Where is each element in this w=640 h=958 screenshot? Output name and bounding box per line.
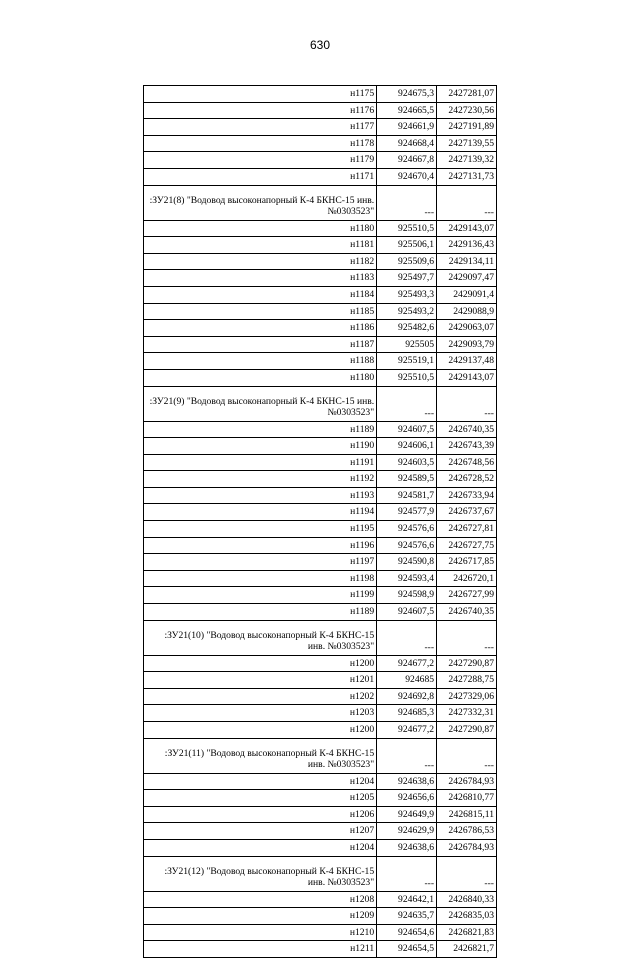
section-title: [144, 386, 377, 421]
point-name: н1180: [144, 369, 377, 386]
table-row: [144, 237, 497, 254]
coordinate-y: ---: [437, 620, 497, 655]
coordinate-y: 2429143,07: [437, 220, 497, 237]
section-row: [144, 856, 497, 891]
table-row: [144, 891, 497, 908]
point-name: н1207: [144, 823, 377, 840]
coordinate-x: 924656,6: [377, 790, 437, 807]
coordinate-y: 2429088,9: [437, 303, 497, 320]
table-row: [144, 438, 497, 455]
point-name: н1179: [144, 152, 377, 169]
coordinate-x: 925493,2: [377, 303, 437, 320]
point-name: н1209: [144, 908, 377, 925]
point-name: н1200: [144, 722, 377, 739]
point-name: н1189: [144, 604, 377, 621]
point-name: н1203: [144, 705, 377, 722]
table-row: [144, 705, 497, 722]
coordinate-y: 2426717,85: [437, 554, 497, 571]
section-row: [144, 738, 497, 773]
coordinate-y: 2426748,56: [437, 454, 497, 471]
section-title-text: :ЗУ21(8) "Водовод высоконапорный К-4 БКНС-15 инв. №0303523": [149, 194, 375, 218]
coordinate-x: 925482,6: [377, 320, 437, 337]
coordinate-x: ---: [377, 620, 437, 655]
point-name: н1190: [144, 438, 377, 455]
point-name: н1201: [144, 672, 377, 689]
coordinates-table: [143, 85, 497, 958]
table-row: [144, 168, 497, 185]
coordinate-x: 924668,4: [377, 135, 437, 152]
coordinate-x: 924603,5: [377, 454, 437, 471]
table-row: [144, 941, 497, 958]
point-name: н1192: [144, 471, 377, 488]
coordinate-x: 924607,5: [377, 604, 437, 621]
table-row: [144, 320, 497, 337]
table-row: [144, 839, 497, 856]
coordinate-y: 2426740,35: [437, 421, 497, 438]
coordinate-y: 2426740,35: [437, 604, 497, 621]
table-row: [144, 303, 497, 320]
coordinate-x: 924607,5: [377, 421, 437, 438]
point-name: н1193: [144, 487, 377, 504]
coordinate-x: 925497,7: [377, 270, 437, 287]
coordinate-y: 2429143,07: [437, 369, 497, 386]
table-row: [144, 119, 497, 136]
coordinate-x: 924635,7: [377, 908, 437, 925]
table-row: [144, 369, 497, 386]
coordinate-x: 924642,1: [377, 891, 437, 908]
point-name: н1198: [144, 570, 377, 587]
table-row: [144, 135, 497, 152]
table-row: [144, 353, 497, 370]
table-row: [144, 806, 497, 823]
coordinate-y: 2426840,33: [437, 891, 497, 908]
table-row: [144, 253, 497, 270]
coordinate-x: 925505: [377, 336, 437, 353]
coordinate-y: 2426727,81: [437, 521, 497, 538]
coordinate-y: 2426784,93: [437, 773, 497, 790]
section-title-text: :ЗУ21(11) "Водовод высоконапорный К-4 БКНС-15 инв. №0303523": [164, 747, 375, 771]
point-name: н1195: [144, 521, 377, 538]
point-name: н1208: [144, 891, 377, 908]
section-title: [144, 738, 377, 773]
coordinate-x: 924665,5: [377, 102, 437, 119]
coordinate-y: 2427288,75: [437, 672, 497, 689]
coordinate-y: 2426728,52: [437, 471, 497, 488]
coordinate-y: 2426784,93: [437, 839, 497, 856]
coordinate-x: 924590,8: [377, 554, 437, 571]
coordinate-y: 2426815,11: [437, 806, 497, 823]
coordinate-x: 924589,5: [377, 471, 437, 488]
table-row: [144, 688, 497, 705]
coordinate-x: ---: [377, 738, 437, 773]
coordinate-x: 924581,7: [377, 487, 437, 504]
point-name: н1196: [144, 537, 377, 554]
coordinate-x: 924661,9: [377, 119, 437, 136]
coordinate-y: 2427139,32: [437, 152, 497, 169]
coordinate-x: 925510,5: [377, 220, 437, 237]
coordinate-x: 925509,6: [377, 253, 437, 270]
table-row: [144, 487, 497, 504]
point-name: н1171: [144, 168, 377, 185]
point-name: н1177: [144, 119, 377, 136]
coordinate-y: ---: [437, 386, 497, 421]
coordinate-x: 924576,6: [377, 521, 437, 538]
section-row: [144, 185, 497, 220]
coordinate-x: 924576,6: [377, 537, 437, 554]
table-row: [144, 521, 497, 538]
coordinate-x: 924654,6: [377, 924, 437, 941]
point-name: н1210: [144, 924, 377, 941]
coordinate-x: 924670,4: [377, 168, 437, 185]
point-name: н1204: [144, 773, 377, 790]
coordinate-y: 2429137,48: [437, 353, 497, 370]
point-name: н1202: [144, 688, 377, 705]
coordinate-y: 2429091,4: [437, 286, 497, 303]
point-name: н1176: [144, 102, 377, 119]
coordinate-x: 924677,2: [377, 655, 437, 672]
table-row: [144, 790, 497, 807]
point-name: н1204: [144, 839, 377, 856]
coordinate-y: 2426810,77: [437, 790, 497, 807]
point-name: н1200: [144, 655, 377, 672]
table-row: [144, 102, 497, 119]
table-row: [144, 604, 497, 621]
coordinate-y: 2427290,87: [437, 722, 497, 739]
table-row: [144, 672, 497, 689]
point-name: н1194: [144, 504, 377, 521]
section-title: [144, 185, 377, 220]
coordinate-y: ---: [437, 185, 497, 220]
page-number: 630: [309, 38, 331, 52]
point-name: н1183: [144, 270, 377, 287]
coordinate-y: 2427332,31: [437, 705, 497, 722]
table-row: [144, 270, 497, 287]
table-row: [144, 924, 497, 941]
point-name: н1186: [144, 320, 377, 337]
table-row: [144, 471, 497, 488]
table-row: [144, 421, 497, 438]
point-name: н1185: [144, 303, 377, 320]
coordinate-x: 925493,3: [377, 286, 437, 303]
table-row: [144, 286, 497, 303]
table-row: [144, 570, 497, 587]
coordinate-x: 924638,6: [377, 839, 437, 856]
coordinate-x: 924629,9: [377, 823, 437, 840]
coordinates-table-body: [144, 86, 497, 958]
coordinate-y: 2427230,56: [437, 102, 497, 119]
coordinate-y: 2426821,83: [437, 924, 497, 941]
table-row: [144, 823, 497, 840]
section-title: [144, 856, 377, 891]
coordinate-y: ---: [437, 856, 497, 891]
coordinate-x: 925519,1: [377, 353, 437, 370]
section-title-text: :ЗУ21(12) "Водовод высоконапорный К-4 БКНС-15 инв. №0303523": [164, 865, 375, 889]
table-row: [144, 454, 497, 471]
point-name: н1187: [144, 336, 377, 353]
coordinate-y: 2429093,79: [437, 336, 497, 353]
table-row: [144, 220, 497, 237]
table-row: [144, 587, 497, 604]
coordinate-x: 924598,9: [377, 587, 437, 604]
coordinate-x: 925510,5: [377, 369, 437, 386]
table-row: [144, 504, 497, 521]
table-row: [144, 722, 497, 739]
coordinate-y: 2427139,55: [437, 135, 497, 152]
coordinate-x: 924685,3: [377, 705, 437, 722]
point-name: н1211: [144, 941, 377, 958]
point-name: н1180: [144, 220, 377, 237]
coordinate-x: 925506,1: [377, 237, 437, 254]
point-name: н1206: [144, 806, 377, 823]
table-row: [144, 554, 497, 571]
coordinate-x: ---: [377, 386, 437, 421]
point-name: н1175: [144, 86, 377, 103]
section-title-text: :ЗУ21(10) "Водовод высоконапорный К-4 БКНС-15 инв. №0303523": [164, 629, 375, 653]
coordinate-x: 924675,3: [377, 86, 437, 103]
point-name: н1199: [144, 587, 377, 604]
table-row: [144, 537, 497, 554]
table-row: [144, 773, 497, 790]
coordinate-x: 924677,2: [377, 722, 437, 739]
coordinate-y: 2427329,06: [437, 688, 497, 705]
coordinate-y: 2426821,7: [437, 941, 497, 958]
coordinate-x: ---: [377, 856, 437, 891]
coordinate-x: 924606,1: [377, 438, 437, 455]
coordinate-y: 2426786,53: [437, 823, 497, 840]
table-row: [144, 86, 497, 103]
coordinate-x: 924577,9: [377, 504, 437, 521]
coordinate-y: 2426743,39: [437, 438, 497, 455]
coordinate-y: 2427131,73: [437, 168, 497, 185]
coordinate-x: 924649,9: [377, 806, 437, 823]
coordinate-y: 2426733,94: [437, 487, 497, 504]
coordinate-y: 2426727,99: [437, 587, 497, 604]
coordinate-x: ---: [377, 185, 437, 220]
coordinate-y: ---: [437, 738, 497, 773]
coordinate-y: 2429063,07: [437, 320, 497, 337]
point-name: н1205: [144, 790, 377, 807]
coordinate-y: 2427290,87: [437, 655, 497, 672]
coordinate-y: 2429136,43: [437, 237, 497, 254]
point-name: н1189: [144, 421, 377, 438]
table-row: [144, 152, 497, 169]
table-row: [144, 908, 497, 925]
coordinate-y: 2426737,67: [437, 504, 497, 521]
point-name: н1191: [144, 454, 377, 471]
section-title-text: :ЗУ21(9) "Водовод высоконапорный К-4 БКНС-15 инв. №0303523": [149, 395, 375, 418]
point-name: н1197: [144, 554, 377, 571]
coordinate-x: 924692,8: [377, 688, 437, 705]
section-row: [144, 620, 497, 655]
coordinate-x: 924667,8: [377, 152, 437, 169]
coordinate-y: 2427281,07: [437, 86, 497, 103]
point-name: н1178: [144, 135, 377, 152]
coordinate-x: 924593,4: [377, 570, 437, 587]
point-name: н1188: [144, 353, 377, 370]
table-row: [144, 655, 497, 672]
coordinate-x: 924638,6: [377, 773, 437, 790]
coordinate-y: 2429134,11: [437, 253, 497, 270]
coordinate-y: 2426720,1: [437, 570, 497, 587]
coordinate-y: 2427191,89: [437, 119, 497, 136]
coordinate-x: 924654,5: [377, 941, 437, 958]
coordinate-y: 2426727,75: [437, 537, 497, 554]
coordinate-y: 2429097,47: [437, 270, 497, 287]
section-title: [144, 620, 377, 655]
point-name: н1181: [144, 237, 377, 254]
section-row: [144, 386, 497, 421]
coordinate-x: 924685: [377, 672, 437, 689]
point-name: н1182: [144, 253, 377, 270]
table-row: [144, 336, 497, 353]
coordinate-y: 2426835,03: [437, 908, 497, 925]
point-name: н1184: [144, 286, 377, 303]
